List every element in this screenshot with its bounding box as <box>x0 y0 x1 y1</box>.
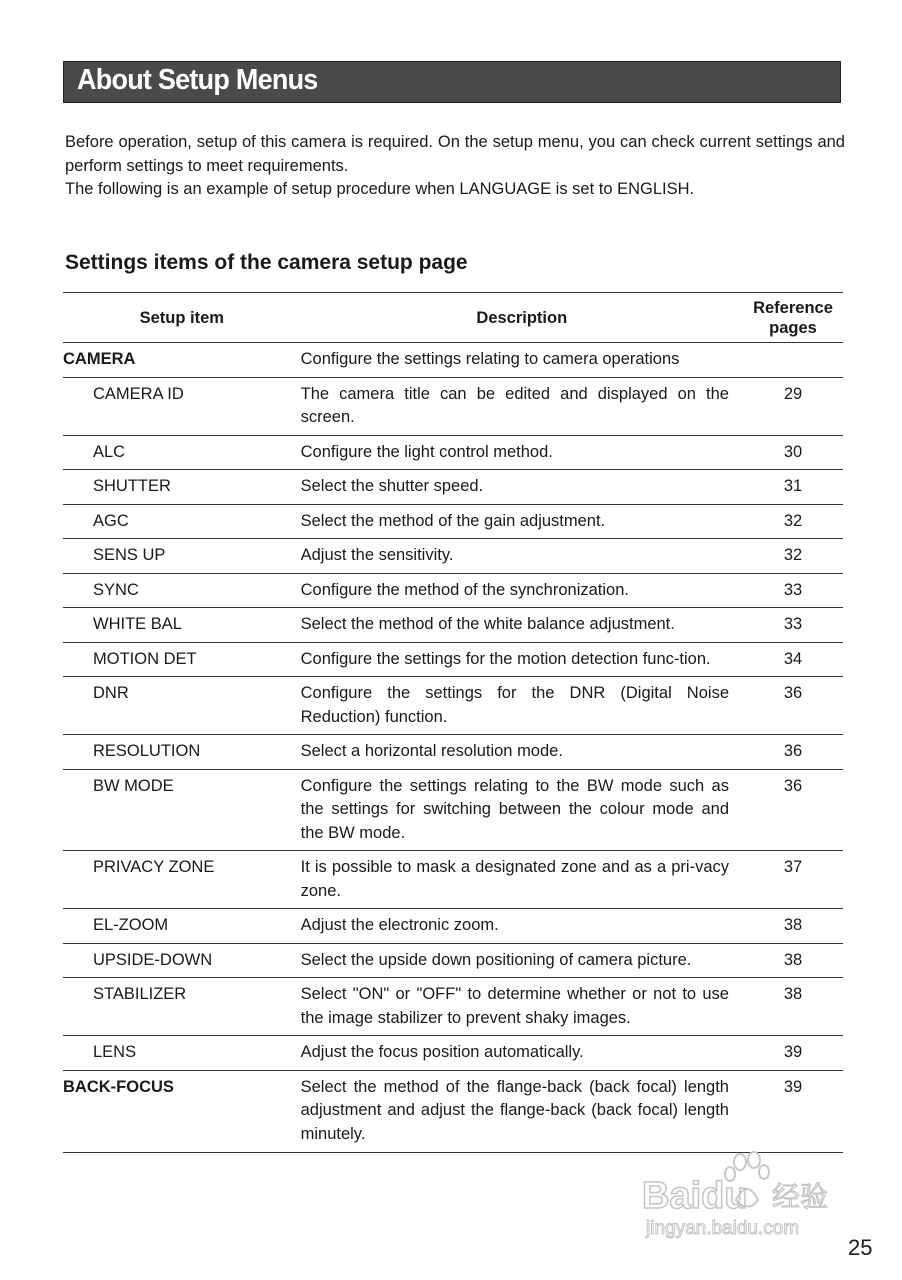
setup-item-cell: SHUTTER <box>63 470 301 505</box>
watermark-url: jingyan.baidu.com <box>646 1218 800 1239</box>
paw-toe-icon <box>734 1154 746 1170</box>
header-setup-item: Setup item <box>63 293 301 343</box>
table-row <box>63 573 843 608</box>
setup-item-cell: CAMERA ID <box>63 377 301 435</box>
table-row <box>63 769 843 851</box>
reference-page-cell: 33 <box>743 573 843 608</box>
reference-page-cell: 37 <box>743 851 843 909</box>
table-row <box>63 677 843 735</box>
reference-page-cell: 31 <box>743 470 843 505</box>
section-heading: Settings items of the camera setup page <box>65 251 468 274</box>
setup-item-cell: SENS UP <box>63 539 301 574</box>
reference-page-cell: 39 <box>743 1036 843 1071</box>
reference-page-cell: 36 <box>743 735 843 770</box>
reference-page-cell <box>743 343 843 378</box>
table-row <box>63 1070 843 1153</box>
description-cell: Configure the settings for the DNR (Digital Noise Reduction) function. <box>301 677 743 735</box>
description-cell: Configure the light control method. <box>301 435 743 470</box>
table-row <box>63 1036 843 1071</box>
table-row <box>63 539 843 574</box>
description-cell: Adjust the electronic zoom. <box>301 909 743 944</box>
table-row <box>63 735 843 770</box>
description-cell: Adjust the focus position automatically. <box>301 1036 743 1071</box>
setup-item-cell: CAMERA <box>63 343 301 378</box>
header-reference-pages: Reference pages <box>743 293 843 343</box>
setup-item-cell: LENS <box>63 1036 301 1071</box>
settings-table <box>63 292 843 1153</box>
reference-page-cell: 33 <box>743 608 843 643</box>
setup-item-cell: ALC <box>63 435 301 470</box>
reference-page-cell: 36 <box>743 677 843 735</box>
table-row <box>63 470 843 505</box>
reference-page-cell: 30 <box>743 435 843 470</box>
table-row <box>63 377 843 435</box>
setup-item-cell: DNR <box>63 677 301 735</box>
description-cell: Configure the settings relating to the BW mode such as the settings for switching between the colour mode and the BW mode. <box>301 769 743 851</box>
table-row <box>63 642 843 677</box>
reference-page-cell: 38 <box>743 943 843 978</box>
intro-paragraph-2: The following is an example of setup procedure when LANGUAGE is set to ENGLISH. <box>65 180 695 198</box>
reference-page-cell: 32 <box>743 504 843 539</box>
setup-item-cell: MOTION DET <box>63 642 301 677</box>
page-title: About Setup Menus <box>77 64 318 96</box>
reference-page-cell: 38 <box>743 909 843 944</box>
setup-item-cell: BW MODE <box>63 769 301 851</box>
description-cell: Adjust the sensitivity. <box>301 539 743 574</box>
description-cell: Select "ON" or "OFF" to determine whether or not to use the image stabilizer to prevent shaky images. <box>301 978 743 1036</box>
description-cell: Select the upside down positioning of camera picture. <box>301 943 743 978</box>
description-cell: Select the method of the white balance adjustment. <box>301 608 743 643</box>
description-cell: The camera title can be edited and displayed on the screen. <box>301 377 743 435</box>
reference-page-cell: 29 <box>743 377 843 435</box>
intro-paragraph-1: Before operation, setup of this camera is required. On the setup menu, you can check current settings and perform settings to meet requirements. <box>65 133 845 175</box>
setup-item-cell: AGC <box>63 504 301 539</box>
intro-text <box>65 131 845 202</box>
setup-item-cell: PRIVACY ZONE <box>63 851 301 909</box>
setup-item-cell: RESOLUTION <box>63 735 301 770</box>
table-body <box>63 343 843 1153</box>
table-row <box>63 504 843 539</box>
setup-item-cell: STABILIZER <box>63 978 301 1036</box>
reference-page-cell: 34 <box>743 642 843 677</box>
page-number: 25 <box>848 1235 873 1260</box>
table-row <box>63 978 843 1036</box>
description-cell: Select the shutter speed. <box>301 470 743 505</box>
table-row <box>63 435 843 470</box>
setup-item-cell: BACK-FOCUS <box>63 1070 301 1153</box>
description-cell: Select a horizontal resolution mode. <box>301 735 743 770</box>
table-header-row <box>63 293 843 343</box>
setup-item-cell: EL-ZOOM <box>63 909 301 944</box>
reference-page-cell: 39 <box>743 1070 843 1153</box>
description-cell: Select the method of the flange-back (back focal) length adjustment and adjust the flange-back (back focal) length minutely. <box>301 1070 743 1153</box>
description-cell: It is possible to mask a designated zone and as a pri-vacy zone. <box>301 851 743 909</box>
header-description: Description <box>301 293 743 343</box>
table-row <box>63 343 843 378</box>
baidu-watermark <box>640 1150 850 1240</box>
reference-page-cell: 38 <box>743 978 843 1036</box>
description-cell: Configure the settings for the motion detection func-tion. <box>301 642 743 677</box>
table-row <box>63 608 843 643</box>
watermark-brand: Baidu <box>642 1175 748 1217</box>
description-cell: Configure the settings relating to camera operations <box>301 343 743 378</box>
watermark-cn-text: 经验 <box>772 1180 829 1213</box>
page-title-bar <box>63 61 841 103</box>
setup-item-cell: WHITE BAL <box>63 608 301 643</box>
table-row <box>63 943 843 978</box>
description-cell: Configure the method of the synchronization. <box>301 573 743 608</box>
setup-item-cell: UPSIDE-DOWN <box>63 943 301 978</box>
table-row <box>63 851 843 909</box>
reference-page-cell: 36 <box>743 769 843 851</box>
description-cell: Select the method of the gain adjustment. <box>301 504 743 539</box>
table-row <box>63 909 843 944</box>
setup-item-cell: SYNC <box>63 573 301 608</box>
reference-page-cell: 32 <box>743 539 843 574</box>
